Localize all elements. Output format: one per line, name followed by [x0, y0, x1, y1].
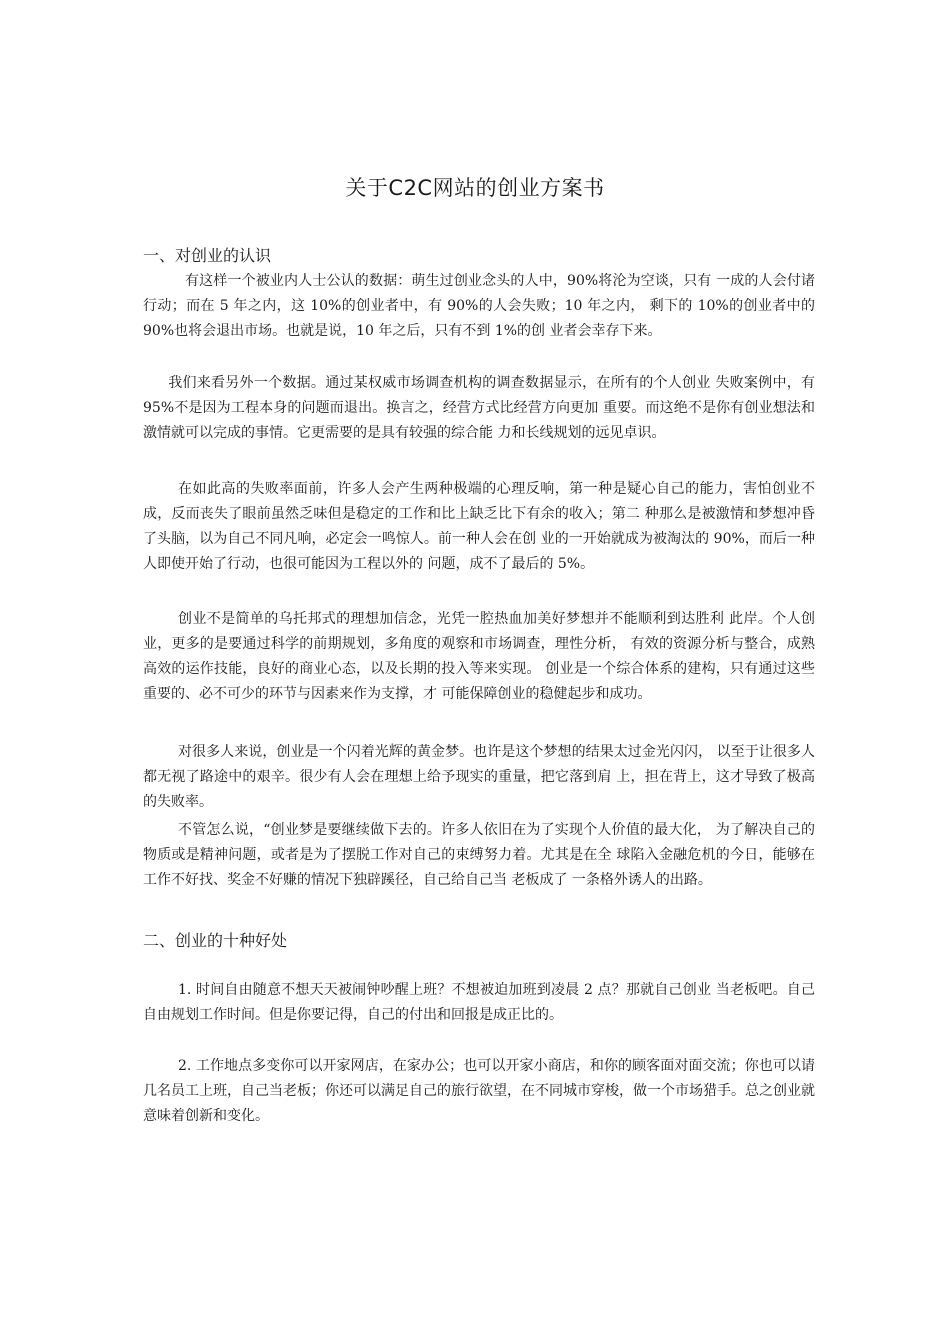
section-heading-2: 二、创业的十种好处 [143, 931, 288, 950]
paragraph-2: 我们来看另外一个数据。通过某权威市场调查机构的调查数据显示，在所有的个人创业 失败案例中，有 95%不是因为工程本身的问题而退出。换言之，经营方式比经营方向更加 重要。而这绝不是你有创业想法和激情就可以完成的事情。它更需要的是具有较强的综合能 力和长线规划的远见卓识。 [143, 375, 815, 441]
paragraph-5: 对很多人来说，创业是一个闪着光辉的黄金梦。也许是这个梦想的结果太过金光闪闪， 以至于让很多人都无视了路途中的艰辛。很少有人会在理想上给予现实的重量，把它落到肩 上，担在背上，这才导致了极高的失败率。 [143, 744, 815, 810]
document-title: 关于C2C网站的创业方案书 [345, 176, 605, 200]
list-item-2: 2. 工作地点多变你可以开家网店，在家办公；也可以开家小商店，和你的顾客面对面交流；你也可以请几名员工上班，自己当老板；你还可以满足自己的旅行欲望，在不同城市穿梭，做一个市场猎手。总之创业就意味着创新和变化。 [143, 1058, 815, 1124]
paragraph-4: 创业不是简单的乌托邦式的理想加信念，光凭一腔热血加美好梦想并不能顺利到达胜利 此岸。个人创业，更多的是要通过科学的前期规划，多角度的观察和市场调查，理性分析， 有效的资源分析与整合，成熟高效的运作技能，良好的商业心态，以及长期的投入等来实现。 创业是一个综合体系的建构，只有通过这些重要的、必不可少的环节与因素来作为支撑，才 可能保障创业的稳健起步和成功。 [143, 611, 815, 702]
paragraph-3: 在如此高的失败率面前，许多人会产生两种极端的心理反响，第一种是疑心自己的能力，害怕创业不成，反而丧失了眼前虽然乏味但是稳定的工作和比上缺乏比下有余的收入；第二 种那么是被激情和梦想冲昏了头脑，以为自己不同凡响，必定会一鸣惊人。前一种人会在创 业的一开始就成为被淘汰的 90%，而后一种人即使开始了行动，也很可能因为工程以外的 问题，成不了最后的 5%。 [143, 481, 815, 572]
section-heading-1: 一、对创业的认识 [143, 246, 272, 265]
paragraph-6: 不管怎么说，“创业梦是要继续做下去的。许多人依旧在为了实现个人价值的最大化， 为了解决自己的物质或是精神问题，或者是为了摆脱工作对自己的束缚努力着。尤其是在全 球陷入金融危机的今日，能够在工作不好找、奖金不好赚的情况下独辟蹊径，自己给自己当 老板成了 一条格外诱人的出路。 [143, 822, 815, 888]
paragraph-1: 有这样一个被业内人士公认的数据：萌生过创业念头的人中，90%将沦为空谈，只有 一成的人会付诸行动；而在 5 年之内，这 10%的创业者中，有 90%的人会失败；10 年之内， 剩下的 10%的创业者中的 90%也将会退出市场。也就是说，10 年之后，只有不到 1%的创 业者会幸存下来。 [143, 273, 815, 339]
list-item-1: 1. 时间自由随意不想天天被闹钟吵醒上班？不想被迫加班到凌晨 2 点？那就自己创业 当老板吧。自己自由规划工作时间。但是你要记得，自己的付出和回报是成正比的。 [143, 982, 815, 1023]
